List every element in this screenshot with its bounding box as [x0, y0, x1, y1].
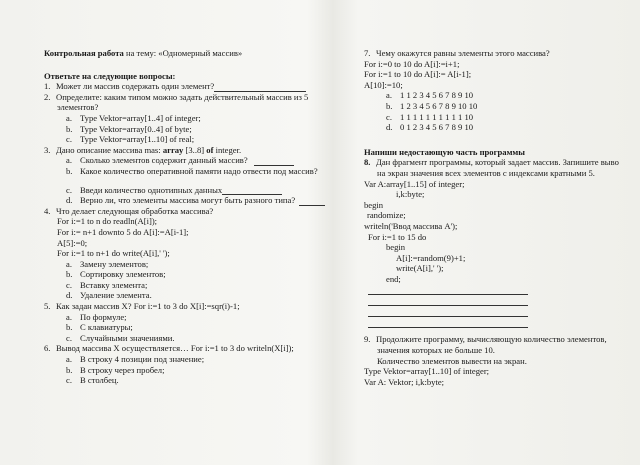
question-7: 7. Чему окажутся равны элементы этого массива? — [364, 48, 550, 58]
answer-blank — [254, 157, 294, 166]
code-line: begin — [386, 242, 406, 253]
option: b. Какое количество оперативной памяти надо отвести под массив? — [66, 165, 318, 176]
code-line: For i:=1 to 15 do — [368, 231, 427, 242]
option: a. Сколько элементов содержит данный массив? — [44, 155, 342, 166]
question-6: 6. Вывод массива X осуществляется… For i:=1 to 3 do writeln(X[i]); — [44, 343, 294, 354]
option: d. Удаление элемента. — [66, 290, 152, 301]
option: a. В строку 4 позиции под значение; — [66, 354, 205, 365]
option: b. В строку через пробел; — [66, 364, 165, 375]
question-2: 2. Определите: каким типом можно задать действительный массив из 5 — [44, 91, 309, 102]
code-line: i,k:byte; — [396, 189, 425, 200]
answer-blank — [222, 186, 282, 195]
question-3: 3. Дано описание массива mas: array [3..8] of integer. — [44, 144, 242, 155]
option: a. Type Vektor=array[1..4] of integer; — [66, 112, 201, 123]
code-line: A[i]:=random(9)+1; — [396, 252, 466, 263]
code-line: writeln('Ввод массива А'); — [364, 220, 458, 231]
option: c. Введи количество однотипных данных — [44, 185, 342, 196]
answer-line[interactable] — [368, 306, 528, 317]
question-9: 9. Продолжите программу, вычисляющую количество элементов, — [364, 334, 607, 345]
code-line: For i:=1 to n do readln(A[i]); — [57, 216, 158, 227]
left-column: Контрольная работа на тему: «Одномерный массив» Ответьте на следующие вопросы: 1. Может ли массив содержать один элемент? 2. Определите: каким типом можно задать действительный массив из 5 элементов? a. Type Vektor=array[1..4] of integer; b. Type Vektor=array[0..4] of byte; c. Type Vektor=array[1..10] of real; 3. Дано описание массива mas: array [3..8] of integer. a. Сколько элементов содержит данный массив? b. Какое количество оперативной памяти надо отвести под массив? c. Введи количество однотипных данных d. Верно ли, что элементы массива могут быть разного типа? 4. Что делает следующая обработка массива? For i:=1 to n do readln(A[i]); For i:= n+1 downto 5 do A[i]:=A[i-1]; A[5]:=0; For i:=1 to n+1 do write(A[i],' '); a. Замену элементов; b. Сортировку элементов; c. Вставку элемента; d. Удаление элемента. 5. Как задан массив X? For i:=1 to 3 do X[i]:=sqr(i)-1; a. По формуле; b. С клавиатуры; c. Случайными значениями. 6. Вывод массива X осуществляется… For i:=1 to 3 do writeln(X[i]); a. В строку 4 позиции под значение; b. В строку через пробел; c. В столбец. — [44, 48, 342, 386]
option: b. 1 2 3 4 5 6 7 8 9 10 10 — [386, 100, 478, 111]
code-line: For i:=1 to 10 do A[i]:= A[i-1]; — [364, 69, 472, 80]
code-line: For i:=1 to n+1 do write(A[i],' '); — [57, 248, 170, 259]
question-5: 5. Как задан массив X? For i:=1 to 3 do X[i]:=sqr(i)-1; — [44, 301, 240, 312]
code-line: For i:=0 to 10 do A[i]:=i+1; — [364, 58, 460, 69]
option: b. Type Vektor=array[0..4] of byte; — [66, 123, 192, 134]
answer-line[interactable] — [368, 317, 528, 328]
code-line: begin — [364, 199, 384, 210]
option: d. Верно ли, что элементы массива могут быть разного типа? — [44, 195, 342, 206]
code-line: randomize; — [367, 210, 406, 221]
answer-blank — [214, 83, 306, 92]
option: c. Случайными значениями. — [66, 332, 175, 343]
answer-blank — [299, 197, 325, 206]
question-4: 4. Что делает следующая обработка массива? — [44, 205, 214, 216]
option: b. Сортировку элементов; — [66, 269, 166, 280]
code-line: A[10]:=10; — [364, 79, 403, 90]
program-heading: Напиши недостающую часть программы — [364, 146, 525, 157]
code-line: For i:= n+1 downto 5 do A[i]:=A[i-1]; — [57, 226, 189, 237]
questions-heading: Ответьте на следующие вопросы: — [44, 70, 176, 81]
worksheet-title: Контрольная работа на тему: «Одномерный массив» — [44, 48, 243, 58]
option: c. 1 1 1 1 1 1 1 1 1 1 10 — [386, 111, 474, 122]
code-line: Type Vektor=array[1..10] of integer; — [364, 366, 490, 377]
question-8: 8. Дан фрагмент программы, который задает массив. Запишите выво — [364, 157, 619, 168]
answer-line[interactable] — [368, 295, 528, 306]
code-line: Var A:array[1..15] of integer; — [364, 178, 465, 189]
option: c. В столбец. — [66, 375, 119, 386]
code-line: end; — [386, 273, 401, 284]
option: d. 0 1 2 3 4 5 6 7 8 9 10 — [386, 122, 474, 133]
option: a. Замену элементов; — [66, 258, 149, 269]
question-1: 1. Может ли массив содержать один элемент? — [44, 81, 342, 92]
option: c. Type Vektor=array[1..10] of real; — [66, 134, 195, 145]
option: a. 1 1 2 3 4 5 6 7 8 9 10 — [386, 90, 474, 101]
code-line: write(A[i],' '); — [396, 263, 444, 274]
code-line: A[5]:=0; — [57, 237, 88, 248]
code-line: Var A: Vektor; i,k:byte; — [364, 376, 445, 387]
option: b. С клавиатуры; — [66, 322, 133, 333]
right-column: 7. Чему окажутся равны элементы этого массива? For i:=0 to 10 do A[i]:=i+1; For i:=1 to 10 do A[i]:= A[i-1]; A[10]:=10; a. 1 1 2 3 4 5 6 7 8 9 10 b. 1 2 3 4 5 6 7 8 9 10 10 c. 1 1 1 1 1 1 1 1 1 1 10 d. 0 1 2 3 4 5 6 7 8 9 10 Напиши недостающую часть программы 8. Дан фрагмент программы, который задает массив. Запишите выво на экран значения всех элементов с индексами кратными 5. Var A:array[1..15] of integer; i,k:byte; begin randomize; writeln('Ввод массива А'); For i:=1 to 15 do begin A[i]:=random(9)+1; write(A[i],' '); end; 9. Продолжите программу, вычисляющую количество элементов, значения которых не больше 10. Количество элементов вывести на экран. Type Vektor=array[1..10] of integer; Var A: Vektor; i,k:byte; — [364, 48, 636, 387]
option: a. По формуле; — [66, 311, 127, 322]
answer-line[interactable] — [368, 284, 528, 295]
option: c. Вставку элемента; — [66, 279, 148, 290]
